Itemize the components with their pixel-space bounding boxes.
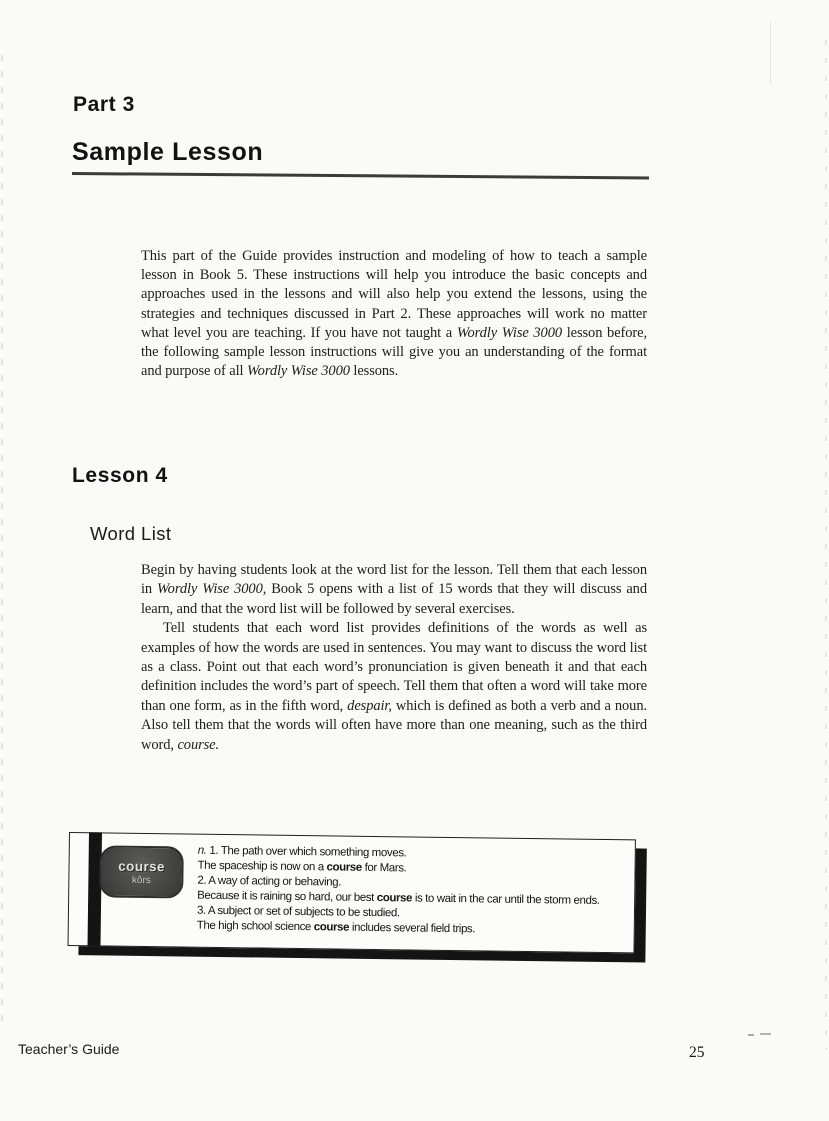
definition-line: n. 1. The path over which something moves. (197, 844, 407, 860)
word-example-box (68, 832, 636, 953)
footer-book-title: Teacher’s Guide (18, 1041, 120, 1057)
definition-line: The spaceship is now on a course for Mars. (197, 859, 407, 875)
definition-line: Because it is raining so hard, our best course is to wait in the car until the storm ends. (197, 889, 600, 908)
word-badge (99, 845, 184, 898)
definition-line: The high school science course includes several field trips. (196, 920, 476, 936)
section-heading: Sample Lesson (72, 138, 264, 166)
wordlist-heading: Word List (90, 523, 172, 544)
scan-edge-artifact-left (1, 55, 3, 1025)
wordlist-paragraph-1: Begin by having students look at the word list for the lesson. Tell them that each lesson in Wordly Wise 3000, Book 5 opens with a list of 15 words that they will discuss and learn, and that the word list will be followed by several exercises. (141, 562, 647, 617)
part-heading: Part 3 (73, 93, 135, 116)
page-number: 25 (689, 1044, 705, 1061)
word-pronunciation: kôrs (131, 874, 151, 886)
scan-dash-artifact (748, 1034, 754, 1036)
word-definitions (197, 844, 629, 940)
wordlist-paragraph-2: Tell students that each word list provides definitions of the words as well as examples of how the words are used in sentences. You may want to discuss the word list as a class. Point out that each word’s pronunciation is given beneath it and that each definition includes the word’s part of speech. Tell them that often a word will take more than one form, as in the fifth word, despair, which is defined as both a verb and a noun. Also tell them that the words will often have more than one meaning, such as the third word, course. (141, 620, 647, 753)
scan-edge-artifact-right (825, 40, 827, 1050)
word-label: course (118, 858, 165, 874)
scan-edge-artifact-top (770, 22, 771, 84)
section-underline (72, 172, 649, 179)
scan-dash-artifact (760, 1033, 771, 1035)
wordlist-body (141, 561, 647, 755)
wordbox-left-stripe (88, 832, 102, 946)
definition-line: 3. A subject or set of subjects to be studied. (196, 905, 400, 920)
intro-paragraph: This part of the Guide provides instruction and modeling of how to teach a sample lesson in Book 5. These instructions will help you introduce the basic concepts and approaches used in the lessons and will also help you extend the lessons, using the strategies and techniques discussed in Part 2. These approaches will work no matter what level you are teaching. If you have not taught a Wordly Wise 3000 lesson before, the following sample lesson instructions will give you an understanding of the format and purpose of all Wordly Wise 3000 lessons. (141, 248, 647, 380)
definition-line: 2. A way of acting or behaving. (197, 874, 342, 889)
lesson-heading: Lesson 4 (72, 464, 168, 487)
